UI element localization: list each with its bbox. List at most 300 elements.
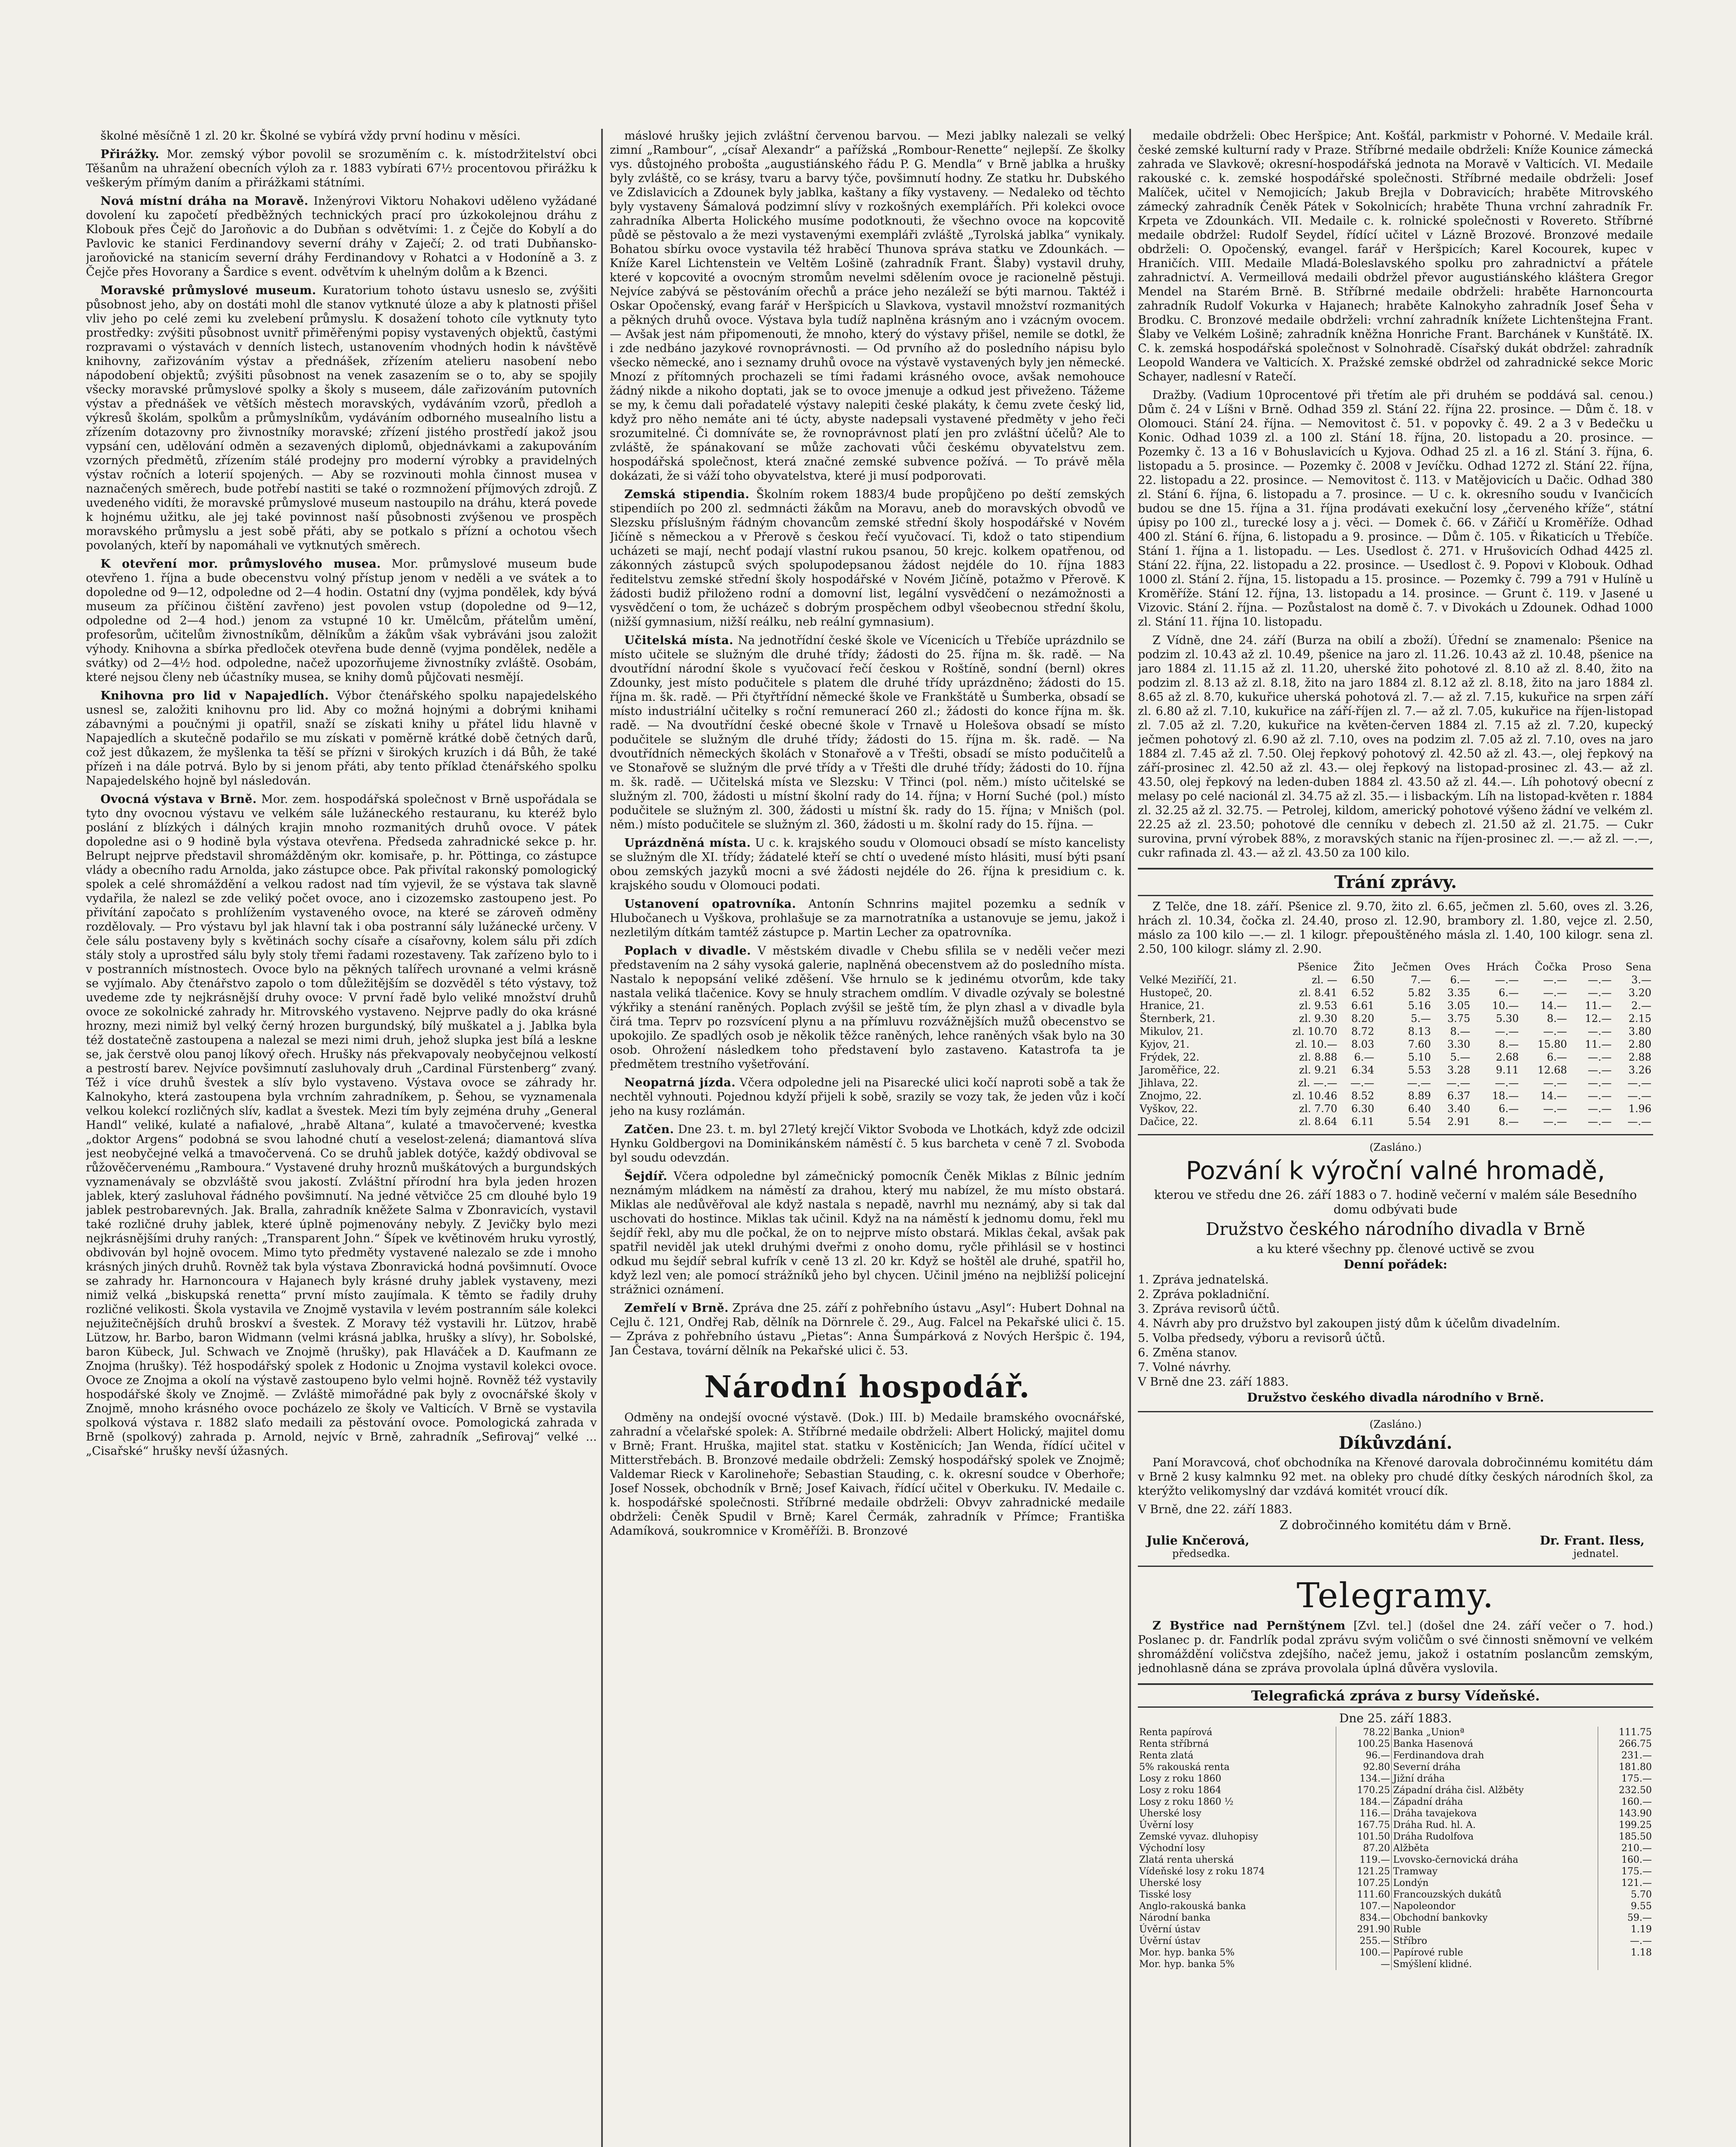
news-item (610, 836, 1125, 893)
table-cell: 1.96 (1628, 1103, 1651, 1115)
drazby-article: Dražby. (Vadium 10procentové při třetím ale při druhém se poddává sal. cenou.) Dům č. 24 v Líšni v Brně. Odhad 359 zl. Stání 22. října 22. prosince. — Dům č. 18. v Olomouci. Stání 24. října. — Nemovitost č. 51. v popovky č. 49. 2 a 3 v Bedečku u Konic. Odhad 1039 zl. a 100 zl. Stání 18. října, 20. listopadu a 20. prosince. — Pozemky č. 13 a 16 v Bohuslavicích u Kyjova. Odhad 25 zl. a 16 zl. Stání 3. října, 6. listopadu a 5. prosince. — Pozemky č. 2008 v Jevíčku. Odhad 1272 zl. Stání 22. října, 22. listopadu a 22. prosince. — Nemovitost č. 113. v Matějovicích u Dačic. Odhad 380 zl. Stání 6. října, 6. listopadu a 7. prosince. — U c. k. okresního soudu v Ivančicích budou se dne 15. října a 31. října prodávati exekuční losy „červeného kříže“, státní úpisy po 100 zl., turecké losy a j. věci. — Domek č. 66. v Zářičí u Kroměříže. Odhad 400 zl. Stání 6. října, 6. listopadu a 9. prosince. — Dům č. 105. v Řikaticích u Třebíče. Stání 1. října a 1. listopadu. — Les. Usedlost č. 271. v Hrušovicích Odhad 4425 zl. Stání 22. října, 22. listopadu a 22. prosince. — Usedlost č. 9. Popovi v Klobouk. Odhad 1000 zl. Stání 2. října, 15. listopadu a 15. prosince. — Pozemky č. 799 a 791 v Hulíně u Kroměříže. Stání 12. října, 13. listopadu a 14. prosince. — Grunt č. 119. v Jasené u Vizovic. Stání 2. října. — Pozůstalost na domě č. 7. v Divokách u Zdounek. Odhad 1000 zl. Stání 11. října 10. listopadu. (1138, 389, 1653, 629)
table-cell: 3.30 (1447, 1038, 1471, 1050)
table-cell: zl. 8.64 (1299, 1116, 1338, 1128)
table-cell: 2.15 (1628, 1013, 1651, 1025)
news-head: Poplach v divadle. (624, 944, 751, 958)
table-cell: 15.80 (1537, 1038, 1567, 1050)
table-cell: —.— (1587, 1077, 1612, 1089)
table-cell: 8.72 (1351, 1025, 1374, 1037)
signature-left: Julie Knčerová, (1146, 1533, 1250, 1548)
bourse-label: Zlatá renta uherská (1138, 1854, 1336, 1866)
table-cell: Vyškov, 22. (1140, 1103, 1198, 1115)
table-cell: 8.89 (1408, 1090, 1431, 1102)
bourse-label: Uherské losy (1138, 1808, 1336, 1819)
bourse-label: Losy z roku 1860 (1138, 1773, 1336, 1785)
telegramy-title: Telegramy. (1296, 1575, 1495, 1615)
bourse-label: Zemské vyvaz. dluhopisy (1138, 1831, 1336, 1843)
agenda-item: V Brně dne 23. září 1883. (1138, 1375, 1289, 1389)
table-cell: 5.54 (1408, 1116, 1431, 1128)
table-cell: —.— (1627, 1116, 1651, 1128)
table-cell: 6.— (1547, 1051, 1567, 1063)
table-cell: 3.35 (1447, 987, 1471, 999)
bourse-date: Dne 25. září 1883. (1339, 1711, 1452, 1725)
bourse-label: Napoleondor (1392, 1901, 1598, 1912)
telegram-body: [Zvl. tel.] (došel dne 24. září večer o 7. hod.) Poslanec p. dr. Fandrlík podal zprávu svým voličům o své činnosti sněmovní ve velkém shromáždění voličstva zdejšího, načež jemu, jakož i ostatním poslancům zemským, jednohlasně dána se zpráva provolala úplná důvěra vyslovila. (1138, 1619, 1653, 1675)
table-cell: 6.— (1354, 1051, 1374, 1063)
table-cell: zl. —.— (1298, 1077, 1338, 1089)
telc-market-text: Z Telče, dne 18. září. Pšenice zl. 9.70, žito zl. 6.65, ječmen zl. 5.60, oves zl. 3.26, hrách zl. 10.34, čočka zl. 24.40, proso zl. 12.90, brambory zl. 1.80, vejce zl. 2.50, máslo za 100 kilo —.— zl. 1 kilogr. přepouštěného másla zl. 1.40, 100 kilogr. sena zl. 2.50, 100 kilogr. slámy zl. 2.90. (1138, 900, 1653, 956)
divider (1138, 1134, 1653, 1135)
table-row (1138, 1025, 1653, 1038)
table-row (1138, 1012, 1653, 1025)
table-cell: 3.— (1631, 974, 1651, 986)
bourse-value: 232.50 (1619, 1785, 1652, 1796)
table-header-cell: Čočka (1535, 961, 1567, 973)
vidne-market-article: Z Vídně, dne 24. září (Burza na obilí a zboží). Úřední se znamenalo: Pšenice na podzim zl. 10.43 až zl. 10.49, pšenice na jaro zl. 11.26. 10.43 až zl. 10.48, pšenice na jaro 1884 zl. 11.15 až zl. 11.20, uherské žito pohotové zl. 8.10 až zl. 8.40, žito na podzim zl. 8.13 až zl. 8.18, žito na jaro 1884 zl. 8.12 až zl. 8.18, žito na jaro 1884 zl. 8.65 až zl. 8.70, kukuřice uherská pohotová zl. 7.— až zl. 7.15, kukuřice na srpen září zl. 6.80 až zl. 7.10, kukuřice na září-říjen zl. 7.— až zl. 7.05, kukuřice na říjen-listopad zl. 7.05 až zl. 7.20, kukuřice na květen-červen 1884 zl. 7.15 až zl. 7.20, kupecký ječmen pohotový zl. 6.90 až zl. 7.10, oves na podzim zl. 7.05 až zl. 7.10, oves na jaro 1884 zl. 7.45 až zl. 7.50. Olej řepkový pohotový zl. 42.50 až zl. 43.—, olej řepkový na září-prosinec zl. 42.50 až zl. 43.— olej řepkový na listopad-prosinec zl. 43.— až zl. 43.50, olej řepkový na leden-duben 1884 zl. 43.50 až zl. 44.—. Líh pohotový obecní z melasy po celé nacionál zl. 34.75 až zl. 35.— i lisbackým. Líh na listopad-květen r. 1884 zl. 32.25 až zl. 32.75. — Petrolej, kildom, americký pohotové výšeno žádní ve velkém zl. 22.25 až zl. 23.50; pohotové dle cenníku v debech zl. 21.50 až zl. 21.75. — Cukr surovina, první výrobek 88%, z moravských stanic na říjen-prosinec zl. —.— až zl. —.—, cukr rafinada zl. 43.— až zl. 43.50 za 100 kilo. (1138, 634, 1653, 860)
table-cell: 8.— (1450, 1025, 1471, 1037)
bourse-value (1598, 1958, 1653, 1970)
bourse-title: Telegrafická zpráva z bursy Vídeňské. (1138, 1683, 1653, 1708)
bourse-label: Západní dráha (1392, 1796, 1598, 1808)
zaslano-label: (Zasláno.) (1369, 1141, 1422, 1153)
bourse-value: 59.— (1627, 1913, 1652, 1923)
column-left (86, 129, 597, 2147)
news-text: Včera odpoledne byl zámečnický pomocník Čeněk Miklas z Bílnic jedním neznámým mládkem na náměstí za drahou, který mu nabízel, že mu místo obstará. Miklas ale nedůvěřoval ale když nastala s nepadě, navrhl mu neznámý, aby si tak dal uschovati do hostince. Miklas tak učinil. Když na na náměstí k jednomu domu, řekl mu šejdíř řekl, aby mu dle počkal, že on to nejprve místo obstará. Miklas čekal, avšak pak spatřil neviděl jak utekl druhými dveřmi z onoho domu, ryčle přihlásil se v hostinci odkud mu šejdíř sebral kufrík v ceně 13 zl. 20 kr. Když se hoštěl ale druhé, spatřil ho, když lezl ven; ale pomocí strážníků jeho byl chycen. Učinil jméno na nejbližší policejní strážnici oznámení. (610, 1170, 1125, 1296)
table-cell: zl. — (1311, 974, 1338, 986)
table-cell: —.— (1446, 1077, 1471, 1089)
bourse-value: 160.— (1621, 1855, 1652, 1865)
table-cell: 8.52 (1351, 1090, 1374, 1102)
table-row (1138, 1808, 1653, 1819)
table-cell: 8.— (1547, 1013, 1567, 1025)
table-cell: Jihlava, 22. (1140, 1077, 1198, 1089)
agenda-item: 1. Zpráva jednatelská. (1138, 1273, 1269, 1286)
news-head: Zatčen. (624, 1123, 674, 1136)
bourse-label: Banka „Unionª (1392, 1727, 1598, 1738)
bourse-value: 134.— (1336, 1773, 1392, 1785)
table-row (1138, 1866, 1653, 1877)
table-cell: 3.28 (1447, 1064, 1471, 1076)
article-text: máslové hrušky jejich zvláštní červenou barvou. — Mezi jablky nalezali se velký zimní „Rambour“, „císař Alexandr“ a pařížská „Rombour-Renette“ nejlepší. Ze školky vys. důstojného probošta „augustiánského řádu P. G. Mendla“ v Brně jablka a hrušky byly zvláště, co se krásy, tvaru a barvy týče, povšimnutí hodny. Ze statku hr. Dubského ve Zdislavicích a Zdounek byly jablka, kaštany a fíky vystaveny. — Nedaleko od těchto byly vystaveny Šámalová podzimní slívy v rozkošných exemplářích. Při kolekci ovoce zahradníka Alberta Holického musíme podotknouti, že všechno ovoce na kopcovitě půdě se pěstovalo a že mezi vystavenými exempláři zvláště „Tyrolská jablka“ vynikaly. Bohatou sbírku ovoce vystavila též hraběcí Thunova správa statku ve Zdounkách. — Kníže Karel Lichtenstein ve Veltěm Lošině (zahradník Frant. Šlaby) vystavil druhy, které v kopcovité a ovocným stromům nevelmi sdělením ovoce je racionelně pěstuji. Nejvíce zabývá se pěstováním ořechů a práce jeho nezáleží se býti marnou. Taktéž i Oskar Opočenský, evang farář v Heršpicích u Slavkova, vystavil množství rozmanitých a pěkných druhů ovoce. Výstava byla tudíž naplněna krásným ano i vzácným ovocem. — Avšak jest nám připomenouti, že mnoho, který do výstavy přišel, nemile se dotkl, že i zde nedbáno jazykové rovnoprávnosti. — Od prvního až do posledního nápisu bylo všecko německé, ano i seznamy druhů ovoce na výstavě vystavených byly jen německé. Mnozí z přítomných prochazeli se tími řadami krásného ovoce, avšak nemohouce žádný nikde a nikoho doptati, jak se to ovoce jmenuje a odkud jest přiveženo. Tážeme se my, k čemu dali pořadatelé výstavy nalepiti české plakáty, k čemu zvete český lid, když pro něho nemáte ani té úcty, abyste nadepsali vystavené předměty v jeho řeči srozumitelné. Či domníváte se, že rovnoprávnost platí jen pro zvláštní účelů? Ale to zvláště, že spánakovaní se může zachovati vůči českému obyvatelstvu zem. hospodářská společnost, která značné zemské subvence požívá. — To právě měla dokázati, že si váží toho obyvatelstva, které ji musí podporovati. (610, 129, 1125, 483)
table-cell: —.— (1587, 1025, 1612, 1037)
bourse-value: 255.— (1336, 1935, 1392, 1947)
table-cell: 8.03 (1351, 1038, 1374, 1050)
table-cell: —.— (1350, 1077, 1374, 1089)
table-cell: 3.05 (1447, 1000, 1471, 1012)
table-cell: —.— (1627, 1077, 1651, 1089)
dikuvzdani-title: Díkůvzdání. (1338, 1433, 1453, 1453)
table-row (1138, 1051, 1653, 1064)
table-cell: 2.80 (1628, 1038, 1651, 1050)
table-row (1138, 1102, 1653, 1115)
table-row (1138, 1947, 1653, 1958)
article-lead: Moravské průmyslové museum. (100, 284, 316, 297)
news-text: Zpráva dne 25. září z pohřebního ústavu „Asyl“: Hubert Dohnal na Cejlu č. 121, Ondřej Rab, dělník na Dörnrele č. 29., Aug. Falcel na Pekařské ulici č. 15. — Zpráva z pohřebního ústavu „Pietas“: Anna Šumpárková z Nových Heršpic č. 194, Jan Čestava, tovární dělník na Pekařské ulici č. 53. (610, 1302, 1125, 1357)
agenda-item: 2. Zpráva pokladniční. (1138, 1288, 1270, 1301)
table-row (1138, 1077, 1653, 1089)
bourse-label: Tisské losy (1138, 1889, 1336, 1901)
table-cell: —.— (1495, 1025, 1519, 1037)
table-cell: 2.68 (1496, 1051, 1519, 1063)
table-cell: 6.— (1450, 974, 1471, 986)
bourse-label: Úvěrní ústav (1138, 1924, 1336, 1935)
table-cell: 6.— (1499, 1103, 1519, 1115)
table-cell: zl. 9.53 (1299, 1000, 1338, 1012)
table-cell: —.— (1587, 987, 1612, 999)
bourse-label: Ferdinandova drah (1392, 1750, 1598, 1761)
table-cell: Jaroměřice, 22. (1140, 1064, 1220, 1076)
bourse-value: 111.60 (1336, 1889, 1392, 1901)
news-item (610, 1122, 1125, 1165)
bourse-label: Renta papírová (1138, 1727, 1336, 1738)
table-cell: 6.11 (1351, 1116, 1374, 1128)
table-header-cell: Žito (1353, 961, 1374, 973)
table-cell: 8.20 (1351, 1013, 1374, 1025)
table-cell: 11.— (1585, 1038, 1612, 1050)
bourse-label: Mor. hyp. banka 5% (1138, 1947, 1336, 1958)
pozvani-invite: a ku které všechny pp. členové uctivě se zvou (1256, 1242, 1535, 1256)
news-text: Včera odpoledne jeli na Pisarecké ulici kočí naproti sobě a tak že nechtěl vyhnouti. Pojednou kdyží přijeli k sobě, srazily se vozy tak, že jeden vůz i kočí jeho na kusy rozlámán. (610, 1076, 1125, 1118)
table-row (1138, 1785, 1653, 1796)
table-cell: zl. 8.88 (1299, 1051, 1338, 1063)
table-row (1138, 1912, 1653, 1924)
bourse-label: Severní dráha (1392, 1761, 1598, 1773)
table-cell: —.— (1543, 1103, 1567, 1115)
bourse-label: Vídeňské losy z roku 1874 (1138, 1866, 1336, 1877)
article-paragraph (86, 689, 597, 788)
news-text: Antonín Schnrins majitel pozemku a sedník v Hlubočanech u Vyškova, prohlašuje se za marnotratníka a ustanovuje se jemu, jakož i nezletilým dítkám tamtéž zástupce p. Martin Lecher za opatrovníka. (610, 897, 1125, 939)
bourse-value: 210.— (1621, 1843, 1652, 1854)
table-cell: 5.10 (1408, 1051, 1431, 1063)
table-cell: 2.91 (1447, 1116, 1471, 1128)
bourse-value: 100.— (1336, 1947, 1392, 1958)
signatures (1138, 1533, 1653, 1548)
news-head: Šejdíř. (624, 1170, 668, 1183)
bourse-value: — (1336, 1958, 1392, 1970)
article-paragraph (86, 283, 597, 553)
table-cell: 6.— (1499, 987, 1519, 999)
table-cell: —.— (1587, 1051, 1612, 1063)
table-cell: 9.11 (1496, 1064, 1519, 1076)
news-item (610, 1301, 1125, 1358)
divider (1138, 1411, 1653, 1412)
bourse-value: 78.22 (1336, 1727, 1392, 1738)
bourse-value: 121.— (1621, 1878, 1652, 1889)
bourse-label: Ruble (1392, 1924, 1598, 1935)
table-row (1138, 1819, 1653, 1831)
bourse-value: —.— (1630, 1936, 1652, 1946)
dikuvzdani-committee: Z dobročinného komitétu dám v Brně. (1280, 1518, 1511, 1532)
bourse-value: 5.70 (1631, 1889, 1652, 1900)
table-row (1138, 1901, 1653, 1912)
bourse-label: Dráha Rud. hl. A. (1392, 1819, 1598, 1831)
role-left: předsedka. (1172, 1548, 1230, 1560)
role-right: jednatel. (1573, 1548, 1619, 1560)
article-paragraph (86, 792, 597, 1458)
table-row (1138, 1727, 1653, 1738)
bourse-label: Uherské losy (1138, 1877, 1336, 1889)
table-cell: zl. 9.30 (1299, 1013, 1338, 1025)
table-cell: 8.— (1499, 1038, 1519, 1050)
bourse-label: Národní banka (1138, 1912, 1336, 1924)
table-cell: 2.— (1631, 1000, 1651, 1012)
table-row (1138, 1796, 1653, 1808)
table-header-cell: Ječmen (1392, 961, 1431, 973)
table-row (1138, 1038, 1653, 1051)
market-price-table (1138, 961, 1653, 1128)
pozvani-text: kterou ve středu dne 26. září 1883 o 7. hodině večerní v malém sále Besedního domu odbývati bude (1154, 1188, 1637, 1216)
bourse-value: 107.— (1336, 1901, 1392, 1912)
article-text: Kuratorium tohoto ústavu usneslo se, zvýšiti působnost jeho, aby on dostáti mohl dle stanov vytknuté úloze a aby k platnosti přišel vliv jeho po celé zemi ku zvelebení průmyslu. K dosažení tohoto cíle vytknuty tyto prostředky: zvýšiti působnost uvnitř přiměřenými popisy vystavených objektů, častými rozpravami o výstavách v denních listech, ustanovením vhodných hodin k návštěvě knihovny, zařizováním výstav a přednášek, zřízením atelieru nasobení nebo nápodobení objektů; zvýšiti působnost na venek zasazením se o to, aby se spojily všecky moravské průmyslové spolky a školy s museem, dále zařizováním putovních výstav a přednášek ve větších městech moravských, vydáváním vzorů, předloh a výkresů školám, spolkům a průmyslníkům, vydáváním odborného musealního listu a zřízením dotazovny pro živnostníky moravské; zřízení jistého prostředí jakož jsou vypsání cen, udělování odměn a sezavených diplomů, objednávkami a zakupováním vzorných předmětů, zřízením stálé prodejny pro moderní výrobky a pravidelných výstav ročních a loterií spojených. — Aby se rozvinouti mohla činnost musea v naznačených směrech, bude potřebí nastiti se také o rozmnožení příjmových zdrojů. Z uvedeného vidíti, že moravské průmyslové museum nastoupilo na dráhu, která povede k hojnému užitku, ale jej také povinnost naší působnosti zvýšenou ve prospěch moravského průmyslu a jest sobě přáti, aby se potkalo s přízní a ochotou všech povolaných, kteří by napomáhali ve vytknutých směrech. (86, 284, 597, 552)
news-item (610, 1076, 1125, 1118)
table-cell: Mikulov, 21. (1140, 1025, 1204, 1037)
table-cell: Šternberk, 21. (1140, 1013, 1216, 1025)
bourse-value: 160.— (1621, 1797, 1652, 1807)
table-cell: 2.88 (1628, 1051, 1651, 1063)
bourse-label: Mor. hyp. banka 5% (1138, 1958, 1336, 1970)
table-row (1138, 1738, 1653, 1750)
table-cell: —.— (1587, 1064, 1612, 1076)
article-lead: Ovocná výstava v Brně. (100, 793, 257, 806)
table-cell: 5.— (1411, 1013, 1431, 1025)
table-cell: —.— (1495, 974, 1519, 986)
table-row (1138, 1761, 1653, 1773)
bourse-value: 111.75 (1619, 1727, 1652, 1738)
table-header-cell (1138, 961, 1274, 973)
agenda-item: 7. Volné návrhy. (1138, 1361, 1231, 1374)
bourse-value: 175.— (1621, 1773, 1652, 1784)
bourse-value: 96.— (1336, 1750, 1392, 1761)
table-cell: —.— (1587, 1090, 1612, 1102)
bourse-value: 185.50 (1619, 1831, 1652, 1842)
bourse-label: Dráha tavajekova (1392, 1808, 1598, 1819)
table-cell: 6.52 (1351, 987, 1374, 999)
table-cell: —.— (1627, 1090, 1651, 1102)
trani-zpravy-title: Trání zprávy. (1138, 868, 1653, 896)
news-item (610, 897, 1125, 940)
table-row (1138, 973, 1653, 986)
table-header-cell: Oves (1444, 961, 1471, 973)
table-row (1138, 1889, 1653, 1901)
table-cell: zl. 9.21 (1299, 1064, 1338, 1076)
article-lead: Přirážky. (100, 148, 160, 161)
news-text: Školním rokem 1883/4 bude propůjčeno po deští zemských stipendiích po 200 zl. sedmnácti žákům na Moravu, aneb do moravských obvodů ve Slezsku příslušným řádným chovancům zemské střední školy hospodářské v Novém Jičíně s německou a v Přerově s českou řečí vyučovací. Ti, kdož o tato stipendium ucházeti se mají, nechť podají vlastní rukou psanou, 50 krejc. kolkem opatřenou, od zákonných zástupců svých spolupodepsanou žádost nejdéle do 10. října 1883 ředitelstvu zemské střední školy hospodářské v Novém Jičíně, potažmo v Přerově. K žádosti budiž přiloženo rodní a domovní list, legální vysvědčení o nezámožnosti a vysvědčení o tom, že ucházeč s dobrým prospěchem odbyl všeobecnou střední školu, (nižší gymnasium, nižší reálku, neb reální gymnasium). (610, 488, 1125, 629)
table-cell: —.— (1587, 1116, 1612, 1128)
table-cell: —.— (1543, 974, 1567, 986)
news-head: Učitelská místa. (624, 634, 734, 647)
table-cell: 6.34 (1351, 1064, 1374, 1076)
bourse-value: 266.75 (1619, 1739, 1652, 1749)
news-head: Uprázdněná místa. (624, 836, 751, 850)
table-cell: 5.16 (1408, 1000, 1431, 1012)
table-header-cell: Hrách (1486, 961, 1519, 973)
table-cell: zl. 7.70 (1299, 1103, 1338, 1115)
table-cell: 8.— (1499, 1116, 1519, 1128)
bourse-value: 101.50 (1336, 1831, 1392, 1843)
news-item (610, 1169, 1125, 1297)
bourse-label: Papírové ruble (1392, 1947, 1598, 1958)
article-paragraph (86, 147, 597, 190)
druzstvo-signature: Družstvo českého divadla národního v Brně. (1247, 1390, 1544, 1405)
bourse-label: Dráha Rudolfova (1392, 1831, 1598, 1843)
article-paragraph (86, 194, 597, 279)
telegram-head: Z Bystřice nad Pernštýnem (1152, 1619, 1346, 1633)
table-cell: 6.40 (1408, 1103, 1431, 1115)
news-head: Ustanovení opatrovníka. (624, 897, 797, 911)
table-header-cell: Proso (1582, 961, 1612, 973)
table-cell: 6.37 (1447, 1090, 1471, 1102)
table-header-cell: Pšenice (1297, 961, 1338, 973)
agenda-item: 6. Změna stanov. (1138, 1346, 1237, 1359)
agenda-item: 4. Návrh aby pro družstvo byl zakoupen jistý dům k účelům divadelním. (1138, 1317, 1560, 1330)
table-cell: —.— (1407, 1077, 1431, 1089)
table-cell: —.— (1543, 1025, 1567, 1037)
zaslano-label: (Zasláno.) (1369, 1418, 1422, 1430)
table-row (1138, 1935, 1653, 1947)
table-cell: —.— (1543, 987, 1567, 999)
bourse-value: 291.90 (1336, 1924, 1392, 1935)
table-row (1138, 986, 1653, 999)
table-cell: 18.— (1492, 1090, 1519, 1102)
bourse-label: Renta stříbrná (1138, 1738, 1336, 1750)
table-cell: —.— (1543, 1077, 1567, 1089)
table-cell: 12.68 (1537, 1064, 1567, 1076)
bourse-value: 170.25 (1336, 1785, 1392, 1796)
bourse-value: 87.20 (1336, 1843, 1392, 1854)
table-cell: 5.82 (1408, 987, 1431, 999)
bourse-label: Anglo-rakouská banka (1138, 1901, 1336, 1912)
bourse-value: 175.— (1621, 1866, 1652, 1877)
bourse-value: 92.80 (1336, 1761, 1392, 1773)
bourse-label: Alžběta (1392, 1843, 1598, 1854)
bourse-value: 116.— (1336, 1808, 1392, 1819)
bourse-value: 1.19 (1631, 1924, 1652, 1935)
table-cell: 3.26 (1628, 1064, 1651, 1076)
table-cell: 7.60 (1408, 1038, 1431, 1050)
table-cell: 5.30 (1496, 1013, 1519, 1025)
table-row (1138, 999, 1653, 1012)
bourse-label: Jižní dráha (1392, 1773, 1598, 1785)
table-row (1138, 1773, 1653, 1785)
column-right (1138, 129, 1653, 2147)
article-lead: Nová místní dráha na Moravě. (100, 195, 309, 208)
bourse-value: 184.— (1336, 1796, 1392, 1808)
table-cell: 3.40 (1447, 1103, 1471, 1115)
table-row (1138, 1924, 1653, 1935)
table-cell: 6.61 (1351, 1000, 1374, 1012)
table-cell: —.— (1587, 1103, 1612, 1115)
bourse-label: Úvěrní losy (1138, 1819, 1336, 1831)
bourse-table (1138, 1727, 1653, 1970)
news-item (610, 944, 1125, 1071)
table-cell: 3.20 (1628, 987, 1651, 999)
table-cell: Hranice, 21. (1140, 1000, 1204, 1012)
table-cell: Kyjov, 21. (1140, 1038, 1189, 1050)
bourse-label: Losy z roku 1860 ½ (1138, 1796, 1336, 1808)
table-cell: 3.75 (1447, 1013, 1471, 1025)
bourse-label: Renta zlatá (1138, 1750, 1336, 1761)
table-cell: Frýdek, 22. (1140, 1051, 1200, 1063)
dikuvzdani-text: Paní Moravcová, choť obchodníka na Křenové darovala dobročinnému komitétu dám v Brně 2 kusy kalmnku 92 met. na obleky pro chudé dítky českých národních škol, za kterýžto velikomyslný dar vzdává komitét vroucí dík. (1138, 1456, 1653, 1498)
table-cell: 6.50 (1351, 974, 1374, 986)
table-cell: 3.80 (1628, 1025, 1651, 1037)
table-row (1138, 1843, 1653, 1854)
bourse-value: 119.— (1336, 1854, 1392, 1866)
column-middle (610, 129, 1125, 2147)
section-title-narodni-hospodar: Národní hospodář. (704, 1369, 1031, 1405)
bourse-label: Tramway (1392, 1866, 1598, 1877)
column-rule (601, 129, 603, 2147)
news-head: Zemská stipendia. (624, 488, 750, 501)
table-cell: zl. 8.41 (1299, 987, 1338, 999)
table-cell: —.— (1587, 974, 1612, 986)
table-row (1138, 1958, 1653, 1970)
article-text: Mor. průmyslové museum bude otevřeno 1. října a bude obecenstvu volný přístup jenom v neděli a ve svátek a to dopoledne od 9—12, odpoledne od 2—4 hodin. Ostatní dny (vyjma pondělek, kdy bývá museum za příčinou čištění zavřeno) jest povolen vstup (dopoledne od 9—12, odpoledne od 2—4 hod.) jenom za vstupné 10 kr. Umělcům, přátelům umění, profesorům, učitelům živnostníkům, dělníkům a žákům však vybráváni jsou založit výhody. Knihovna a sbírka předloček otevřena bude denně (vyjma pondělek, neděle a svátky) od 2—4½ hod. odpoledne, načež upozorňujeme živnostníky zvláště. Osobám, které nejsou členy neb účastníky musea, se knihy domů půjčovati nesmějí. (86, 557, 597, 684)
table-row (1138, 1750, 1653, 1761)
table-cell: Hustopeč, 20. (1140, 987, 1213, 999)
medaile-continued: medaile obdrželi: Obec Heršpice; Ant. Košťál, parkmistr v Pohorné. V. Medaile král. české zemské kulturní rady v Praze. Stříbrné medaile obdrželi: Kníže Kounice zámecká zahrada ve Slavkově; okresní-hospodářská jednota na Moravě v Valticích. VI. Medaile rakouské c. k. zemské hospodářské společnosti. Stříbrné medaile obdrželi: Josef Malíček, učitel v Nemojicích; Jakub Brejla v Dobravicích; hraběte Mitrovského zámecký zahradník Čeněk Pátek v Sokolnicích; hraběte Thuna vrchní zahradník Fr. Krpeta ve Zdounkách. VII. Medaile c. k. rolnické společnosti v Rovereto. Stříbrné medaile obdržel: Rudolf Seydel, řídící učitel v Lázně Brozové. Bronzové medaile obdrželi: O. Opočenský, evangel. farář v Heršpicích; Karel Kocourek, kupec v Hraničích. VIII. Medaile Mladá-Boleslavského spolku pro zahradnictví a přátele zahradnictví. A. Vermeillová medaili obdržel převor augustiánského kláštera Gregor Mendel na Starém Brně. B. Stříbrné medaile obdrželi: hraběte Harnoncourta zahradník Rudolf Vokurka v Hajanech; hraběte Kalnokyho zahradník Josef Šeha v Brodku. C. Bronzové medaile obdrželi: vrchní zahradník knížete Lichtenštejna Frant. Šlaby ve Velkém Lošině; zahradník kněžna Honriche Frant. Barchánek v Kunštátě. IX. C. k. zemská hospodářská společnost v Solnohradě. Císařský dukát obdržel: zahradník Leopold Wandera ve Valticích. X. Pražské zemské obdržel od zahradnické sekce Moric Schayer, nadlesní v Ratečí. (1138, 129, 1653, 383)
bourse-label: Úvěrní ústav (1138, 1935, 1336, 1947)
table-cell: Velké Meziříčí, 21. (1140, 974, 1237, 986)
bourse-value: 107.25 (1336, 1877, 1392, 1889)
table-cell: 5.53 (1408, 1064, 1431, 1076)
table-header-row (1138, 961, 1653, 973)
odmeny-article: Odměny na ondejší ovocné výstavě. (Dok.) III. b) Medaile bramského ovocnářské, zahradní a včelařské spolek: A. Stříbrné medaile obdrželi: Albert Holický, majitel domu v Brně; Frant. Hruška, majitel stat. statku v Kostěnicích; Jan Wenda, řídící učitel v Mitterstřebách. B. Bronzové medaile obdrželi: Zemský hospodářský spolek ve Znojmě; Valdemar Rieck v Karolinehoře; Sebastian Stauding, c. k. okresní soudce v Oberhoře; Josef Nossek, obchodník v Brně; Josef Kaivach, řídící učitel v Oberkuku. IV. Medaile c. k. hospodářské společnosti. Stříbrné medaile obdrželi: Obvyv zahradnické medaile obdrželi: Čeněk Spudil v Brně; Karel Čermák, zahradník v Přímce; Františka Adamíková, soukromnice v Kroměříži. B. Bronzové (610, 1411, 1125, 1538)
article-paragraph (86, 557, 597, 684)
table-cell: zl. 10.46 (1292, 1090, 1338, 1102)
table-cell: 14.— (1540, 1090, 1567, 1102)
agenda-item: 5. Volba předsedy, výboru a revisorů účtů. (1138, 1332, 1386, 1345)
table-cell: —.— (1495, 1077, 1519, 1089)
article-lead: Knihovna pro lid v Napajedlích. (100, 689, 329, 702)
bourse-value: 231.— (1621, 1750, 1652, 1761)
news-head: Zemřelí v Brně. (624, 1302, 729, 1315)
table-cell: 6.30 (1351, 1103, 1374, 1115)
agenda-item: 3. Zpráva revisorů účtů. (1138, 1302, 1280, 1316)
druzstvo-name: Družstvo českého národního divadla v Brně (1206, 1219, 1585, 1239)
table-cell: 14.— (1540, 1000, 1567, 1012)
bourse-value: 1.18 (1631, 1947, 1652, 1958)
table-cell: —.— (1543, 1116, 1567, 1128)
table-cell: zl. 10.70 (1292, 1025, 1338, 1037)
bourse-value: 100.25 (1336, 1738, 1392, 1750)
bourse-value: 121.25 (1336, 1866, 1392, 1877)
bourse-label: 5% rakouská renta (1138, 1761, 1336, 1773)
article-text: Výbor čtenářského spolku napajedelského usnesl se, založiti knihovnu pro lid. Aby co možná hojnými a dobrými knihami zábavnými a poučnými ji opatřil, snaží se získati knihy u přátel lidu hlavně v Napajedlích a skutečně podařilo se mu získati v poměrně krátké době četných darů, což jest důkazem, že myšlenka ta těší se přízni v širokých kruzích i dá Bůh, že také přízeň i na dále potrvá. Bylo by si jenom přáti, aby tento příklad čtenářského spolku Napajedelského hojně byl následován. (86, 689, 597, 788)
table-row (1138, 1089, 1653, 1102)
article-paragraph (610, 129, 1125, 483)
bourse-value: 143.90 (1619, 1808, 1652, 1819)
bourse-value: 9.55 (1631, 1901, 1652, 1912)
divider (1138, 1566, 1653, 1567)
table-cell: 12.— (1585, 1013, 1612, 1025)
article-text: Mor. zemský výbor povolil se srozuměním c. k. místodržitelství obci Těšanům na uhražení obecních výloh za r. 1883 vybírati 67½ procentovou přirážku k veškerým přímým daním a přirážkami státními. (86, 148, 597, 189)
article-text: školné měsíčně 1 zl. 20 kr. Školné se vybírá vždy první hodinu v měsíci. (100, 129, 521, 143)
table-row (1138, 1854, 1653, 1866)
signature-right: Dr. Frant. Iless, (1540, 1533, 1645, 1548)
table-cell: 11.— (1585, 1000, 1612, 1012)
news-text: Dne 23. t. m. byl 27letý krejčí Viktor Svoboda ve Lhotkách, když zde odcizil Hynku Goldbergovi na Dominikánském náměstí č. 5 kus barcheta v ceně 7 zl. Svoboda byl soudu odevzdán. (610, 1123, 1125, 1165)
bourse-label: Východní losy (1138, 1843, 1336, 1854)
article-text: Inženýrovi Viktoru Nohakovi uděleno vyžádané dovolení ku započetí předběžných technických prací pro úzkokolejnou dráhu z Klobouk přes Čejč do Jaroňovic a do Dubňan s odvětvími: 1. z Čejče do Kobylí a do Pavlovic ke stanici Ferdinandovy severní dráhy v Zaječí; 2. od trati Dubňansko-jaroňovické na stanicím severní dráhy Ferdinandovy v Rohatci a v Hodoníně a 3. z Čejče přes Hovorany a Šardice s event. odvětvím k uhelným dolům a k Bzenci. (86, 195, 597, 279)
signature-roles (1138, 1548, 1653, 1560)
bourse-label: Západní dráha čisl. Alžběty (1392, 1785, 1598, 1796)
table-row (1138, 1064, 1653, 1077)
bourse-label: Smýšlení klidné. (1392, 1958, 1598, 1970)
table-cell: 10.— (1492, 1000, 1519, 1012)
pozvani-title: Pozvání k výroční valné hromadě, (1186, 1156, 1605, 1185)
bourse-value: 181.80 (1619, 1762, 1652, 1773)
